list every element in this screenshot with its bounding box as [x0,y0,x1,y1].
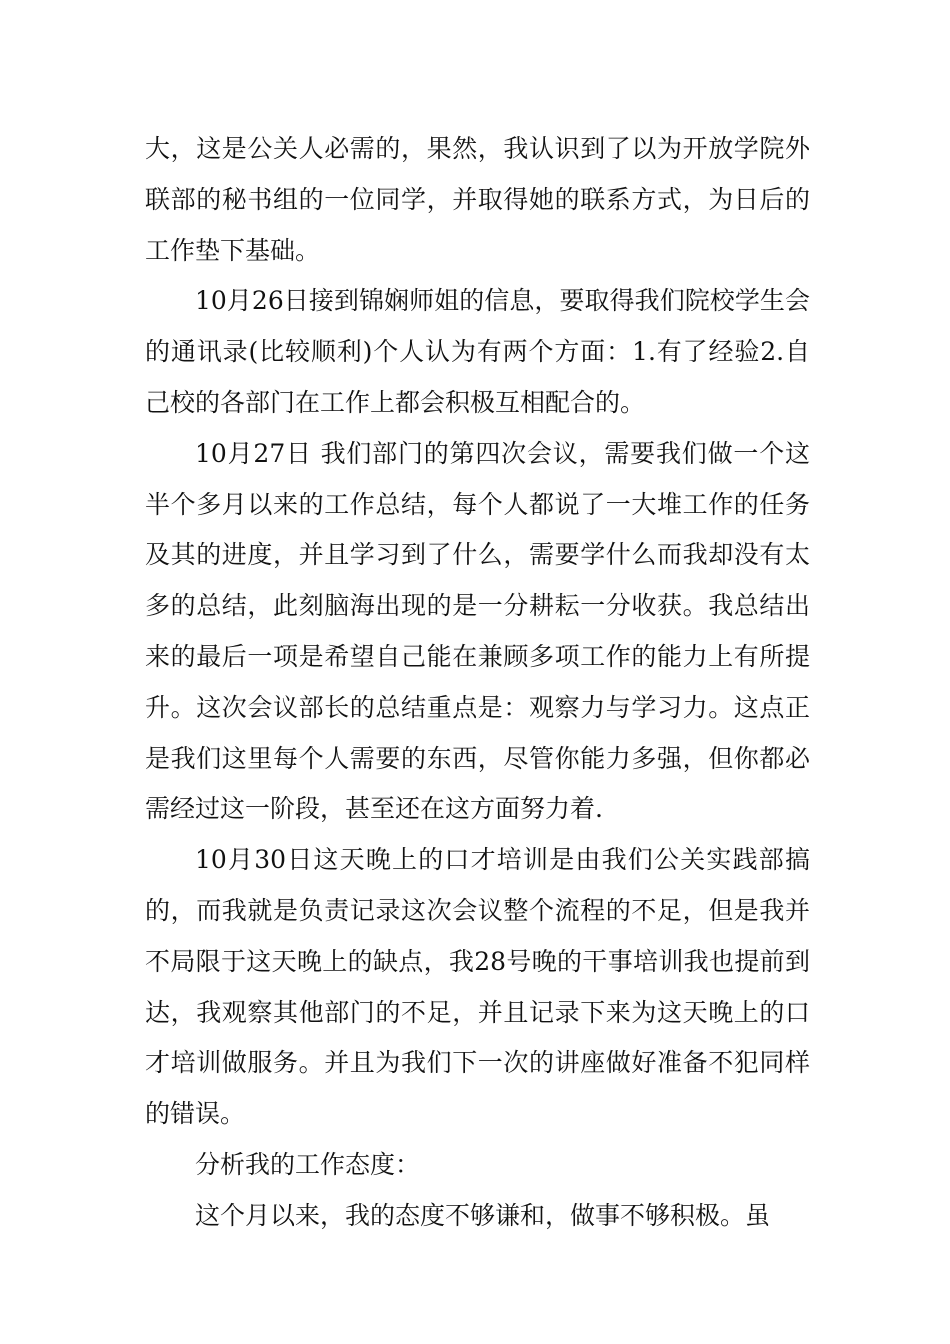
section-heading-work-attitude: 分析我的工作态度： [195,1149,421,1179]
paragraph-oct-26: 10月26日接到锦娴师姐的信息，要取得我们院校学生会的通讯录(比较顺利)个人认为有两个方面：1.有了经验2.自己校的各部门在工作上都会积极互相配合的。 [145,286,810,417]
document-body [145,124,810,1242]
paragraph-continuation: 大，这是公关人必需的，果然，我认识到了以为开放学院外联部的秘书组的一位同学，并取得她的联系方式，为日后的工作垫下基础。 [145,134,810,265]
paragraph-oct-27: 10月27日 我们部门的第四次会议，需要我们做一个这半个多月以来的工作总结，每个人都说了一大堆工作的任务及其的进度，并且学习到了什么，需要学什么而我却没有太多的总结，此刻脑海出现的是一分耕耘一分收获。我总结出来的最后一项是希望自己能在兼顾多项工作的能力上有所提升。这次会议部长的总结重点是：观察力与学习力。这点正是我们这里每个人需要的东西，尽管你能力多强，但你都必需经过这一阶段，甚至还在这方面努力着. [145,438,810,824]
paragraph-oct-30: 10月30日这天晚上的口才培训是由我们公关实践部搞的，而我就是负责记录这次会议整个流程的不足，但是我并不局限于这天晚上的缺点，我28号晚的干事培训我也提前到达，我观察其他部门的不足，并且记录下来为这天晚上的口才培训做服务。并且为我们下一次的讲座做好准备不犯同样的错误。 [145,845,810,1129]
paragraph-attitude: 这个月以来，我的态度不够谦和，做事不够积极。虽 [195,1200,771,1230]
